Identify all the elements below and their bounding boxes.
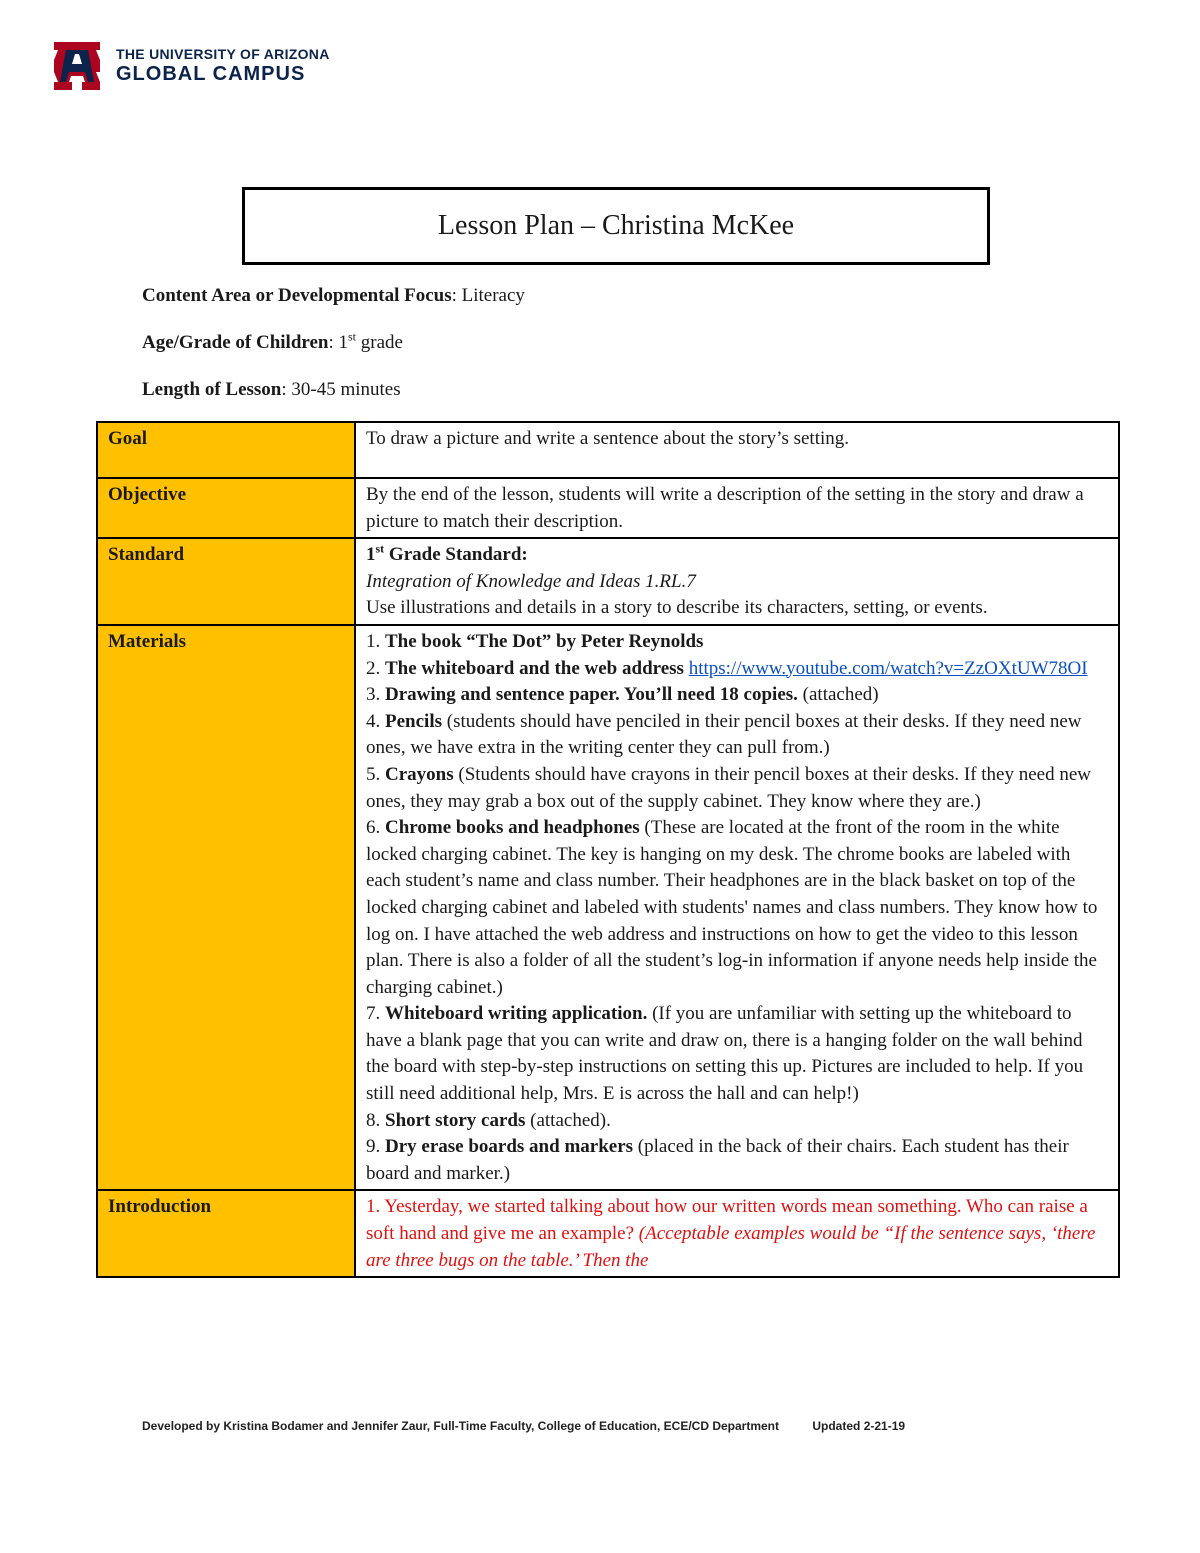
item-number: 1.	[366, 630, 385, 652]
item-number: 9.	[366, 1136, 385, 1158]
content-area-label: Content Area or Developmental Focus	[142, 285, 452, 306]
age-grade-label: Age/Grade of Children	[142, 332, 329, 353]
item-title: The book “The Dot” by Peter Reynolds	[385, 630, 704, 652]
item-title: Crayons	[385, 763, 454, 785]
introduction-text: 1. Yesterday, we started talking about how our written words mean something. Who can raise a soft hand and give me an example?	[366, 1196, 1088, 1245]
arizona-a-logo-icon	[52, 42, 102, 90]
list-item	[366, 629, 1108, 656]
age-grade-sup: st	[348, 329, 357, 344]
item-number: 7.	[366, 1003, 385, 1025]
item-title: The whiteboard and the web address	[385, 657, 689, 679]
standard-label: Standard	[97, 538, 355, 625]
materials-list	[355, 625, 1119, 1190]
lesson-length-label: Length of Lesson	[142, 379, 282, 400]
table-row-goal	[97, 422, 1119, 478]
item-detail: (attached)	[797, 684, 879, 706]
item-number: 6.	[366, 817, 385, 839]
content-area-line	[142, 284, 525, 308]
age-grade-suffix: grade	[356, 332, 403, 353]
materials-label: Materials	[97, 625, 355, 1190]
objective-label: Objective	[97, 478, 355, 538]
age-grade-line	[142, 331, 403, 355]
item-number: 3.	[366, 684, 385, 706]
university-logo	[52, 42, 330, 90]
lesson-length-line	[142, 378, 401, 402]
logo-campus-name: GLOBAL CAMPUS	[116, 63, 306, 85]
standard-heading-num: 1	[366, 544, 376, 566]
lesson-length-value: : 30-45 minutes	[281, 379, 401, 400]
standard-heading	[366, 542, 1108, 569]
item-detail: (These are located at the front of the room in the white locked charging cabinet. The key is hanging on my desk. The chrome books are labeled with each student’s name and class number. Their headphones are in the black basket on top of the locked charging cabinet and labeled with students' names and class numbers. They know how to log on. I have attached the web address and instructions on how to get the video to this lesson plan. There is also a folder of all the student’s log-in information if anyone needs help inside the charging cabinet.)	[366, 817, 1098, 998]
table-row-introduction	[97, 1190, 1119, 1277]
footer-credits: Developed by Kristina Bodamer and Jennifer Zaur, Full-Time Faculty, College of Education, ECE/CD Department	[142, 1419, 780, 1433]
list-item	[366, 1108, 1108, 1135]
standard-heading-text: Grade Standard:	[384, 544, 528, 566]
item-detail: (If you are unfamiliar with setting up the whiteboard to have a blank page that you can write and draw on, there is a hanging folder on the wall behind the board with step-by-step instructions on setting this up. Pictures are included to help. If you still need additional help, Mrs. E is across the hall and can help!)	[366, 1003, 1084, 1105]
list-item	[366, 1001, 1108, 1107]
youtube-link[interactable]: https://www.youtube.com/watch?v=ZzOXtUW78OI	[688, 657, 1088, 679]
item-title: Short story cards	[385, 1109, 526, 1131]
item-title: Dry erase boards and markers	[385, 1136, 634, 1158]
list-item	[366, 762, 1108, 815]
introduction-label: Introduction	[97, 1190, 355, 1277]
item-title: Chrome books and headphones	[385, 817, 640, 839]
item-number: 2.	[366, 657, 385, 679]
logo-university-name: THE UNIVERSITY OF ARIZONA	[116, 46, 330, 62]
table-row-materials	[97, 625, 1119, 1190]
age-grade-value: : 1	[328, 332, 349, 353]
list-item	[366, 709, 1108, 762]
standard-heading-sup: st	[375, 541, 385, 556]
introduction-content	[355, 1190, 1119, 1277]
title-box	[242, 187, 990, 265]
list-item	[366, 815, 1108, 1001]
content-area-value: : Literacy	[451, 285, 525, 306]
table-row-standard	[97, 538, 1119, 625]
item-detail: (placed in the back of their chairs. Each student has their board and marker.)	[366, 1136, 1069, 1184]
item-title: Pencils	[385, 710, 442, 732]
page-footer	[142, 1419, 905, 1433]
list-item	[366, 656, 1108, 683]
item-number: 4.	[366, 710, 385, 732]
item-number: 8.	[366, 1109, 385, 1131]
item-title: Whiteboard writing application.	[385, 1003, 648, 1025]
table-row-objective	[97, 478, 1119, 538]
item-detail: (students should have penciled in their pencil boxes at their desks. If they need new ones, we have extra in the writing center they can pull from.)	[366, 710, 1082, 759]
item-number: 5.	[366, 763, 385, 785]
standard-description: Use illustrations and details in a story to describe its characters, setting, or events.	[366, 597, 988, 619]
list-item	[366, 1134, 1108, 1187]
goal-label: Goal	[97, 422, 355, 478]
item-detail: (Students should have crayons in their pencil boxes at their desks. If they need new ones, they may grab a box out of the supply cabinet. They know where they are.)	[366, 763, 1092, 812]
standard-content	[355, 538, 1119, 625]
goal-text: To draw a picture and write a sentence about the story’s setting.	[355, 422, 1119, 478]
objective-text: By the end of the lesson, students will write a description of the setting in the story and draw a picture to match their description.	[355, 478, 1119, 538]
standard-code: Integration of Knowledge and Ideas 1.RL.7	[366, 570, 696, 592]
lesson-plan-table	[96, 421, 1120, 1278]
item-detail: (attached).	[525, 1109, 611, 1131]
list-item	[366, 682, 1108, 709]
footer-updated: Updated 2-21-19	[812, 1419, 906, 1433]
page-title: Lesson Plan – Christina McKee	[437, 210, 795, 241]
item-title: Drawing and sentence paper. You’ll need 18 copies.	[385, 684, 798, 706]
introduction-italic: (Acceptable examples would be “If the sentence says, ‘there are three bugs on the table.’ Then the	[366, 1223, 1096, 1271]
